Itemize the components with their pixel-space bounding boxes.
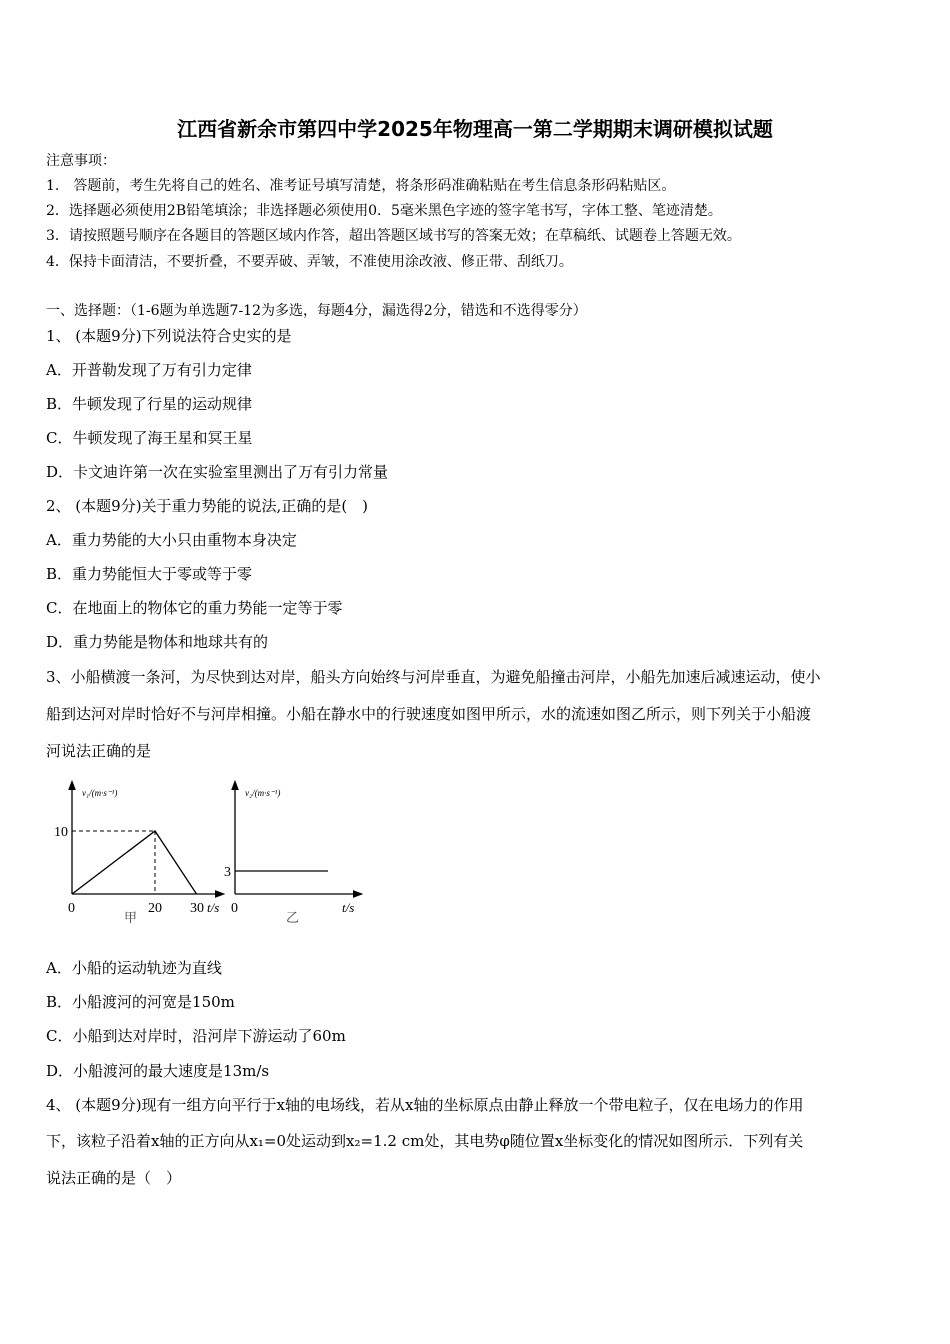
option: A．重力势能的大小只由重物本身决定 — [46, 531, 297, 549]
option: A．开普勒发现了万有引力定律 — [46, 361, 252, 379]
notice-item: 3．请按照题号顺序在各题目的答题区域内作答，超出答题区域书写的答案无效；在草稿纸、试题卷上答题无效。 — [46, 228, 741, 244]
page-title: 江西省新余市第四中学2025年物理高一第二学期期末调研模拟试题 — [177, 117, 773, 141]
xtick: 0 — [68, 901, 75, 916]
section-heading: 一、选择题：（1-6题为单选题7-12为多选，每题4分，漏选得2分，错选和不选得零分） — [46, 303, 587, 319]
ylabel: v₂/(m·s⁻¹) — [245, 788, 281, 798]
ytick: 10 — [54, 825, 68, 840]
graph-jia — [54, 785, 220, 925]
notice-item: 2．选择题必须使用2B铅笔填涂；非选择题必须使用0．5毫米黑色字迹的签字笔书写，字体工整、笔迹清楚。 — [46, 203, 722, 219]
question-stem: 3、小船横渡一条河，为尽快到达对岸，船头方向始终与河岸垂直，为避免船撞击河岸，小船先加速后减速运动，使小 — [46, 668, 821, 686]
option: D．重力势能是物体和地球共有的 — [46, 633, 269, 651]
xlabel: t/s — [342, 900, 355, 915]
option: B．牛顿发现了行星的运动规律 — [46, 395, 253, 413]
xlabel: t/s — [207, 900, 220, 915]
graph-title: 乙 — [286, 910, 300, 925]
velocity-graphs — [40, 770, 370, 930]
question-stem: 说法正确的是（ ） — [46, 1169, 182, 1187]
series-line-v1 — [72, 831, 197, 894]
option: A．小船的运动轨迹为直线 — [46, 959, 222, 977]
option: C．在地面上的物体它的重力势能一定等于零 — [46, 599, 343, 617]
xtick: 20 — [148, 901, 162, 916]
option: B．小船渡河的河宽是150m — [46, 993, 235, 1011]
ylabel: v₁/(m·s⁻¹) — [82, 788, 118, 798]
question-stem: 4、 (本题9分)现有一组方向平行于x轴的电场线，若从x轴的坐标原点由静止释放一个带电粒子，仅在电场力的作用 — [46, 1096, 804, 1114]
question-stem: 1、 (本题9分)下列说法符合史实的是 — [46, 327, 292, 345]
graph-yi — [224, 785, 358, 925]
option: D．卡文迪许第一次在实验室里测出了万有引力常量 — [46, 463, 389, 481]
option: D．小船渡河的最大速度是13m/s — [46, 1062, 270, 1080]
question-stem: 下，该粒子沿着x轴的正方向从x₁=0处运动到x₂=1.2 cm处，其电势φ随位置x坐标变化的情况如图所示．下列有关 — [46, 1132, 804, 1150]
xtick: 30 — [190, 901, 204, 916]
option: C．牛顿发现了海王星和冥王星 — [46, 429, 253, 447]
xtick: 0 — [231, 901, 238, 916]
question-stem: 2、 (本题9分)关于重力势能的说法,正确的是( ) — [46, 497, 369, 515]
option: B．重力势能恒大于零或等于零 — [46, 565, 253, 583]
notice-heading: 注意事项： — [46, 153, 116, 169]
question-stem: 船到达河对岸时恰好不与河岸相撞。小船在静水中的行驶速度如图甲所示，水的流速如图乙所示，则下列关于小船渡 — [46, 705, 812, 723]
ytick: 3 — [224, 865, 231, 880]
notice-item: 4．保持卡面清洁，不要折叠，不要弄破、弄皱，不准使用涂改液、修正带、刮纸刀。 — [46, 254, 573, 270]
question-stem: 河说法正确的是 — [46, 742, 152, 760]
option: C．小船到达对岸时，沿河岸下游运动了60m — [46, 1027, 346, 1045]
graph-title: 甲 — [124, 910, 138, 925]
notice-item: 1. 答题前，考生先将自己的姓名、准考证号填写清楚，将条形码准确粘贴在考生信息条形码粘贴区。 — [46, 178, 676, 194]
